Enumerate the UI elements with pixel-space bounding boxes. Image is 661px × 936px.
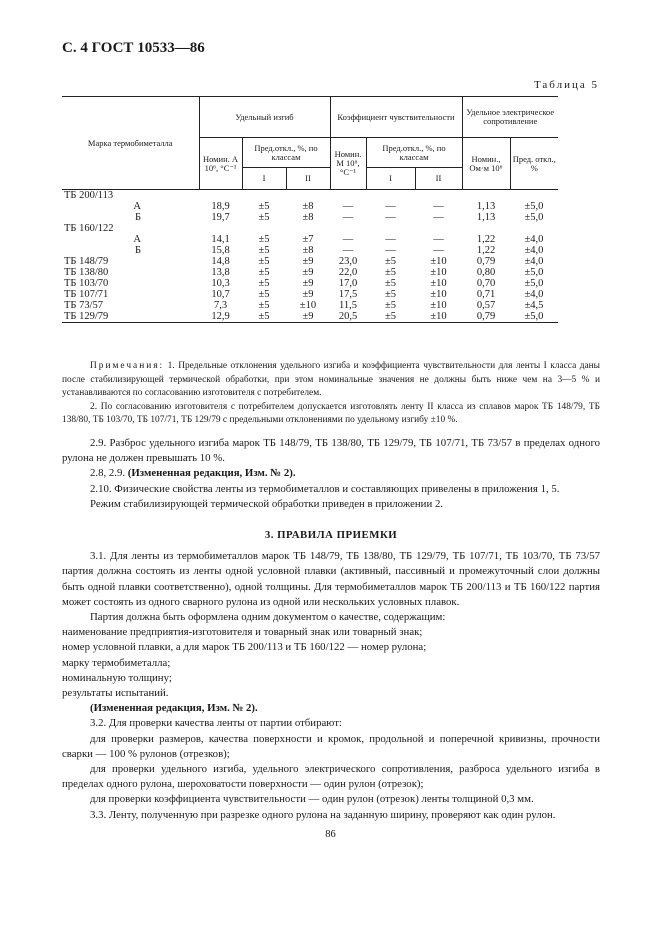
cell-dev-resistance: ±5,0 [524,212,544,224]
paragraph-3-2: 3.2. Для проверки качества ленты от партии отбирают: [90,717,342,730]
cell-nominal-bend: 10,3 [211,278,230,290]
cell-brand: А [133,201,141,213]
cell-dev-bend-class-2: ±9 [302,278,314,290]
cell-dev-bend-class-1: ±5 [258,267,270,279]
cell-dev-sens-class-2: ±10 [430,289,447,301]
list-item: наименование предприятия-изготовителя и товарный знак или товарный знак; [62,626,423,639]
cell-dev-sens-class-1: — [385,212,396,224]
cell-dev-bend-class-1: ±5 [258,212,270,224]
cell-dev-sens-class-1: ±5 [366,311,415,323]
cell-nominal-sensitivity: 23,0 [338,256,358,268]
cell-nominal-sensitivity: 17,0 [338,278,358,290]
cell-nominal-sensitivity: — [342,201,354,213]
paragraph-regime: Режим стабилизирующей термической обработки приведен в приложении 2. [90,497,444,510]
cell-dev-bend-class-2: ±9 [302,256,314,268]
cell-nominal-bend: 14,1 [211,234,230,246]
cell-dev-resistance: ±5,0 [524,201,544,213]
cell-nominal-bend: 19,7 [211,212,230,224]
cell-nominal-resistance: 0,70 [476,278,496,290]
cell-brand: ТБ 107/71 [64,289,109,301]
cell-dev-resistance: ±4,0 [524,256,544,268]
table-row [62,256,602,267]
cell-dev-bend-class-2: ±8 [302,212,314,224]
cell-dev-sens-class-2: — [433,212,444,224]
cell-dev-resistance: ±4,0 [524,289,544,301]
cell-nominal-bend: 18,9 [211,201,230,213]
cell-dev-sens-class-2: — [433,201,444,213]
cell-dev-sens-class-2: ±10 [430,300,447,312]
list-item: марку термобиметалла; [62,656,171,669]
cell-dev-bend-class-1: ±5 [258,201,270,213]
cell-dev-sens-class-1: — [385,234,396,246]
cell-dev-sens-class-1 [366,223,415,234]
cell-nominal-resistance: 0,80 [476,267,496,279]
cell-dev-sens-class-2 [415,223,462,234]
cell-dev-sens-class-1: ±5 [384,278,396,290]
cell-dev-bend-class-2: ±7 [302,234,314,246]
cell-dev-sens-class-2: — [433,234,444,246]
cell-nominal-sensitivity: — [342,212,354,224]
table-row [62,190,602,202]
cell-dev-sens-class-1: ±5 [384,256,396,268]
nominal-bend-header: Номин. А 10⁶, °С⁻¹ [199,138,242,190]
cell-dev-bend-class-2: ±8 [302,201,314,213]
cell-nominal-bend: 13,8 [211,267,230,279]
cell-dev-resistance: ±5,0 [524,278,544,290]
cell-nominal-sensitivity [330,190,366,202]
group-sensitivity-header: Коэффициент чувствительности [330,97,462,138]
nominal-resistance-header: Номин., Ом·м 10⁶ [462,138,510,190]
cell-nominal-resistance [462,223,510,234]
list-item: для проверки удельного изгиба, удельного электрического сопротивления, разброса удельного изгиба в пределах одного рулона, шероховатости поверхности — один рулон (отрезок); [62,763,600,791]
cell-dev-bend-class-1: ±5 [258,289,270,301]
cell-nominal-resistance: 0,71 [476,289,496,301]
deviation-sensitivity-header: Пред.откл., %, по классам [366,138,462,168]
cell-dev-sens-class-2: ±10 [430,267,447,279]
cell-nominal-sensitivity: 20,5 [330,311,366,323]
cell-nominal-bend: 14,8 [211,256,230,268]
cell-nominal-resistance [462,190,510,202]
class-1-header: I [366,168,415,190]
cell-dev-bend-class-2 [286,190,330,202]
list-item: результаты испытаний. [62,687,169,700]
group-resistance-header: Удельное электрическое сопротивление [462,97,558,138]
paragraph-2-9: 2.9. Разброс удельного изгиба марок ТБ 148/79, ТБ 138/80, ТБ 129/79, ТБ 107/71, ТБ 73/57 в пределах одного рулона не должен превышать 10 %. [62,437,600,465]
cell-dev-bend-class-1 [242,223,286,234]
cell-dev-sens-class-2: — [433,245,444,257]
cell-dev-bend-class-2 [286,223,330,234]
cell-dev-resistance: ±5,0 [510,311,558,323]
notes-label: Примечания: [90,361,165,371]
cell-dev-bend-class-1: ±5 [258,256,270,268]
cell-nominal-resistance: 1,22 [476,234,496,246]
paragraph-2-10: 2.10. Физические свойства ленты из термобиметаллов и составляющих привелены в приложения 1, 5. [90,482,560,495]
cell-dev-resistance: ±4,0 [524,245,544,257]
cell-nominal-resistance: 1,13 [476,212,496,224]
cell-dev-resistance: ±4,0 [524,234,544,246]
class-2-header: II [415,168,462,190]
cell-dev-bend-class-2: ±9 [302,289,314,301]
cell-dev-bend-class-2: ±8 [302,245,314,257]
section-title: 3. ПРАВИЛА ПРИЕМКИ [264,529,398,542]
cell-nominal-sensitivity: — [342,245,354,257]
cell-nominal-resistance: 0,79 [476,256,496,268]
paragraph-document: Партия должна быть оформлена одним документом о качестве, содержащим: [90,611,446,624]
table-row [62,289,602,300]
cell-nominal-bend: 7,3 [213,300,228,312]
list-item: номер условной плавки, а для марок ТБ 200/113 и ТБ 160/122 — номер рулона; [62,641,427,654]
cell-dev-bend-class-1: ±5 [258,234,270,246]
group-bend-header: Удельный изгиб [199,97,330,138]
cell-dev-sens-class-1: ±5 [384,300,396,312]
table-5 [62,96,602,323]
cell-brand: ТБ 160/122 [64,223,114,235]
cell-dev-sens-class-1: ±5 [384,289,396,301]
cell-dev-resistance: ±4,5 [524,300,544,312]
cell-brand: ТБ 148/79 [64,256,109,268]
cell-nominal-sensitivity [330,223,366,234]
cell-brand: Б [134,245,141,257]
deviation-resistance-header: Пред. откл., % [510,138,558,190]
cell-nominal-sensitivity: 22,0 [338,267,358,279]
document-body [62,436,600,823]
cell-dev-sens-class-1: ±5 [384,267,396,279]
cell-nominal-resistance: 0,79 [462,311,510,323]
cell-nominal-sensitivity: 11,5 [339,300,357,312]
cell-brand: ТБ 73/57 [64,300,103,312]
cell-nominal-bend: 15,8 [211,245,230,257]
table-row [62,267,602,278]
table-row [62,234,602,245]
cell-dev-sens-class-1: — [385,201,396,213]
page-header: С. 4 ГОСТ 10533—86 [62,40,205,56]
cell-nominal-bend: 10,7 [211,289,230,301]
cell-dev-sens-class-2: ±10 [415,311,462,323]
cell-dev-resistance [510,223,558,234]
cell-brand: ТБ 200/113 [64,190,114,201]
col-brand-header: Марка термобиметалла [62,97,199,190]
cell-dev-sens-class-1 [366,190,415,202]
cell-brand: Б [134,212,141,224]
class-2-header: II [286,168,330,190]
list-item: для проверки размеров, качества поверхности и кромок, продольной и поперечной кривизны, прочности сварки — 100 % рулонов (отрезков); [62,732,600,760]
table-row [62,212,602,223]
cell-dev-sens-class-2 [415,190,462,202]
table-row [62,201,602,212]
amendment-note: 2.8, 2.9. (Измененная редакция, Изм. № 2). [90,467,296,480]
cell-dev-bend-class-1 [242,190,286,202]
amendment-note: (Измененная редакция, Изм. № 2). [90,702,258,715]
cell-brand: ТБ 103/70 [64,278,109,290]
cell-dev-bend-class-2: ±9 [286,311,330,323]
cell-brand: ТБ 129/79 [62,311,199,323]
cell-nominal-bend [199,190,242,202]
cell-nominal-resistance: 0,57 [476,300,496,312]
cell-nominal-sensitivity: 17,5 [338,289,358,301]
paragraph-3-1: 3.1. Для ленты из термобиметаллов марок ТБ 148/79, ТБ 138/80, ТБ 129/79, ТБ 107/71, ТБ 103/70, ТБ 73/57 партия должна состоять из ленты одной условной плавки (активный, пассивный и промежуточный слои должны быть одной плавки соответственно), одной толщины. Для термобиметаллов марок ТБ 200/113 и ТБ 160/122 партия может состоять из одного сварного рулона из одной или нескольких условных плавок. [62,550,600,608]
note-2: 2. По согласованию изготовителя с потребителем допускается изготовлять ленту II класса из сплавов марок ТБ 148/79, ТБ 138/80, ТБ 103/70, ТБ 107/71, ТБ 129/79 с предельными отклонениями по удельному изгибу ±10 %. [62,401,600,425]
cell-nominal-resistance: 1,13 [476,201,496,213]
cell-nominal-sensitivity: — [342,234,354,246]
table-row [62,278,602,289]
page-number: 86 [325,829,336,840]
cell-nominal-bend: 12,9 [199,311,242,323]
nominal-sensitivity-header: Номин. М 10⁶, °С⁻¹ [330,138,366,190]
list-item: для проверки коэффициента чувствительности — один рулон (отрезок) ленты толщиной 0,3 мм. [90,793,534,806]
cell-brand: А [133,234,141,246]
cell-dev-bend-class-1: ±5 [258,300,270,312]
cell-dev-bend-class-2: ±9 [302,267,314,279]
cell-dev-sens-class-1: — [385,245,396,257]
cell-nominal-bend [199,223,242,234]
cell-dev-bend-class-2: ±10 [299,300,317,312]
cell-dev-resistance [510,190,558,202]
cell-brand: ТБ 138/80 [64,267,109,279]
table-caption: Таблица 5 [533,79,599,91]
table-row [62,300,602,311]
table-row [62,245,602,256]
cell-dev-sens-class-2: ±10 [430,278,447,290]
note-1: 1. Предельные отклонения удельного изгиба и коэффициента чувствительности для ленты I класса даны после стабилизирующей термической обработки, при этом номинальные значения не должны быть ниже чем на 3—5 % и устанавливаются по согласованию изготовителя с потребителем. [62,361,600,398]
cell-dev-bend-class-1: ±5 [258,278,270,290]
cell-dev-sens-class-2: ±10 [430,256,447,268]
table-row [62,311,602,323]
list-item: номинальную толщину; [62,671,172,684]
table-notes [62,360,600,428]
cell-nominal-resistance: 1,22 [476,245,496,257]
cell-dev-bend-class-1: ±5 [258,245,270,257]
class-1-header: I [242,168,286,190]
deviation-bend-header: Пред.откл., %, по классам [242,138,330,168]
paragraph-3-3: 3.3. Ленту, полученную при разрезке одного рулона на заданную ширину, проверяют как один рулон. [90,808,556,821]
table-row [62,223,602,234]
cell-dev-resistance: ±5,0 [524,267,544,279]
cell-dev-bend-class-1: ±5 [242,311,286,323]
